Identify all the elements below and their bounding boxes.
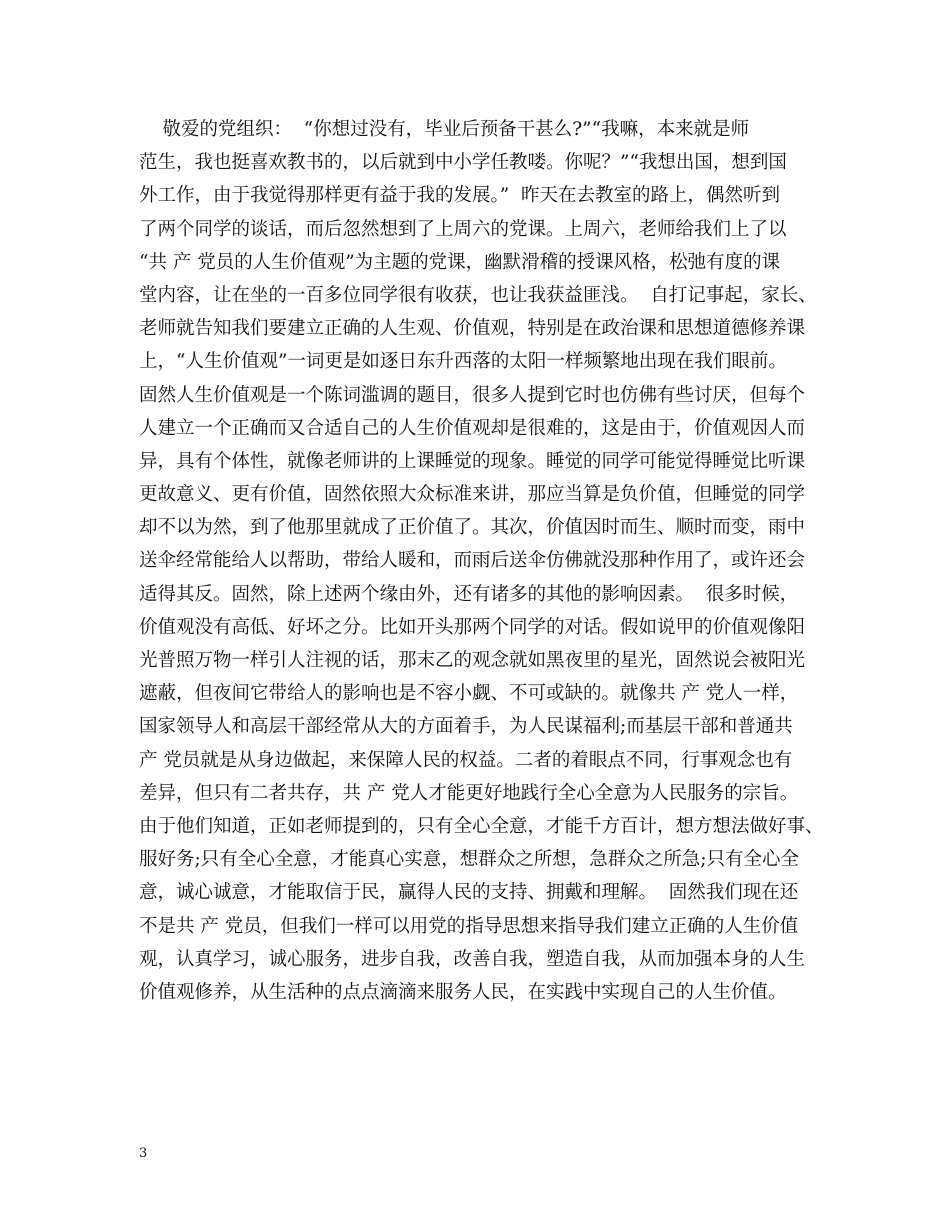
text-line: 堂内容，让在坐的一百多位同学很有收获，也让我获益匪浅。 自打记事起，家长、 <box>139 284 817 306</box>
text-line: 适得其反。固然，除上述两个缘由外，还有诸多的其他的影响因素。 很多时候， <box>139 583 799 605</box>
text-line: 产 党员就是从身边做起，来保障人民的权益。二者的着眼点不同，行事观念也有 <box>139 749 793 771</box>
text-line: 送伞经常能给人以帮助，带给人暖和，而雨后送伞仿佛就没那种作用了，或许还会 <box>139 550 806 572</box>
text-line: 却不以为然，到了他那里就成了正价值了。其次，价值因时而生、顺时而变，雨中 <box>139 517 806 539</box>
text-line: 不是共 产 党员，但我们一样可以用党的指导思想来指导我们建立正确的人生价值 <box>139 915 799 937</box>
text-line: 外工作，由于我觉得那样更有益于我的发展。” 昨天在去教室的路上，偶然听到 <box>139 185 780 207</box>
text-line: 了两个同学的谈话，而后忽然想到了上周六的党课。上周六，老师给我们上了以 <box>139 218 787 240</box>
text-line: 服好务;只有全心全意，才能真心实意，想群众之所想，急群众之所急;只有全心全 <box>139 849 799 871</box>
text-line: 价值观没有高低、好坏之分。比如开头那两个同学的对话。假如说甲的价值观像阳 <box>139 616 806 638</box>
text-line: 由于他们知道，正如老师提到的，只有全心全意，才能千方百计，想方想法做好事、 <box>139 815 824 837</box>
text-line: 老师就告知我们要建立正确的人生观、价值观，特别是在政治课和思想道德修养课 <box>139 318 806 340</box>
text-line: 差异，但只有二者共存，共 产 党人才能更好地践行全心全意为人民服务的宗旨。 <box>139 782 799 804</box>
body-text <box>139 113 829 1009</box>
text-line: 敬爱的党组织： “你想过没有，毕业后预备干甚么?”“我嘛，本来就是师 <box>139 119 750 140</box>
text-line: 观，认真学习，诚心服务，进步自我，改善自我，塑造自我，从而加强本身的人生 <box>139 948 806 970</box>
text-line: 范生，我也挺喜欢教书的，以后就到中小学任教喽。你呢？”“我想出国，想到国 <box>139 152 787 174</box>
text-line: 人建立一个正确而又合适自己的人生价值观却是很难的，这是由于，价值观因人而 <box>139 417 806 439</box>
text-line: 国家领导人和高层干部经常从大的方面着手，为人民谋福利;而基层干部和普通共 <box>139 716 793 738</box>
text-line: 异，具有个体性，就像老师讲的上课睡觉的现象。睡觉的同学可能觉得睡觉比听课 <box>139 450 806 472</box>
text-line: 固然人生价值观是一个陈词滥调的题目，很多人提到它时也仿佛有些讨厌，但每个 <box>139 384 806 406</box>
text-line: 意，诚心诚意，才能取信于民，赢得人民的支持、拥戴和理解。 固然我们现在还 <box>139 882 799 904</box>
text-line: 光普照万物一样引人注视的话，那末乙的观念就如黑夜里的星光，固然说会被阳光 <box>139 650 806 671</box>
page-number: 3 <box>139 1146 148 1161</box>
text-line: 遮蔽，但夜间它带给人的影响也是不容小觑、不可或缺的。就像共 产 党人一样， <box>139 683 799 705</box>
text-line: 上，“人生价值观”一词更是如逐日东升西落的太阳一样频繁地出现在我们眼前。 <box>139 351 787 373</box>
text-line: “共 产 党员的人生价值观”为主题的党课，幽默滑稽的授课风格，松弛有度的课 <box>139 251 781 273</box>
text-line: 价值观修养，从生活种的点点滴滴来服务人民，在实践中实现自己的人生价值。 <box>139 981 787 1003</box>
text-line: 更故意义、更有价值，固然依照大众标准来讲，那应当算是负价值，但睡觉的同学 <box>139 484 806 506</box>
